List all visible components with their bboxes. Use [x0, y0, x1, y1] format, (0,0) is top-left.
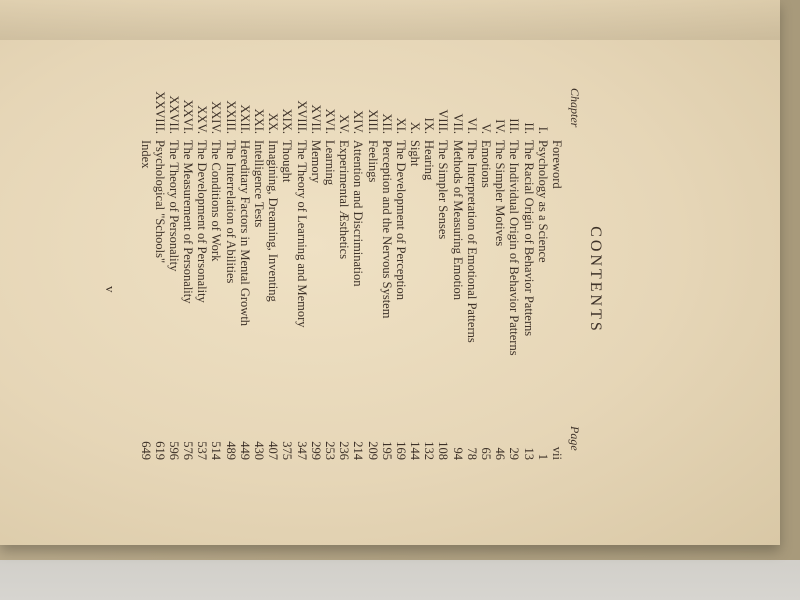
page-number: 449 — [237, 441, 252, 460]
chapter-number: XIV. — [351, 110, 366, 134]
chapter-title: Memory — [308, 140, 323, 184]
chapter-title: The Measurement of Personality — [181, 140, 196, 304]
chapter-title: The Racial Origin of Behavior Patterns — [521, 140, 536, 337]
page-number: 407 — [266, 441, 281, 460]
toc-row — [507, 0, 521, 560]
chapter-number: XVI. — [323, 108, 337, 134]
page-number: 29 — [507, 447, 522, 460]
chapter-title: The Simpler Senses — [436, 140, 451, 240]
toc-row — [238, 0, 252, 560]
toc-row — [309, 0, 323, 560]
page-number: 537 — [195, 441, 210, 460]
toc-row — [365, 0, 379, 560]
toc-row — [493, 0, 507, 560]
chapter-number: X. — [408, 121, 423, 134]
chapter-title: The Theory of Personality — [166, 140, 181, 272]
chapter-title: Intelligence Tests — [252, 140, 267, 228]
page-number: 489 — [223, 441, 238, 460]
chapter-number: XIX. — [280, 108, 295, 134]
page-number: 430 — [252, 441, 267, 460]
chapter-number: XXIII. — [223, 100, 238, 134]
chapter-title: The Interrelation of Abilities — [223, 140, 238, 284]
chapter-title: Emotions — [479, 140, 494, 188]
page-number: 214 — [351, 441, 366, 460]
chapter-number: XXII. — [237, 104, 252, 134]
toc-row — [422, 0, 436, 560]
chapter-title: Index — [138, 140, 153, 169]
toc-row — [181, 0, 195, 560]
chapter-number: XVIII. — [294, 100, 309, 134]
chapter-number: VIII. — [436, 109, 451, 134]
toc-row — [351, 0, 365, 560]
chapter-title: Foreword — [550, 140, 564, 189]
page-number: 576 — [181, 441, 196, 460]
page-number: 619 — [152, 441, 167, 460]
page-column-label: Page — [568, 426, 582, 451]
toc-row — [337, 0, 351, 560]
toc-row — [521, 0, 535, 560]
toc-row — [550, 0, 564, 560]
chapter-title: Attention and Discrimination — [351, 140, 366, 287]
chapter-number: XXV. — [195, 105, 210, 134]
chapter-title: The Development of Perception — [393, 140, 408, 301]
page-number: 13 — [521, 447, 536, 460]
chapter-title: The Individual Origin of Behavior Patterns — [507, 140, 522, 356]
page-number: 299 — [308, 441, 323, 460]
chapter-number: XXIV. — [209, 101, 224, 134]
chapter-column-label: Chapter — [568, 88, 582, 128]
page-number: 169 — [393, 441, 408, 460]
toc-row — [408, 0, 422, 560]
page-number: 108 — [436, 441, 451, 460]
chapter-number: V. — [479, 123, 494, 134]
chapter-title: Perception and the Nervous System — [379, 140, 394, 319]
toc-row — [266, 0, 280, 560]
toc-row — [224, 0, 238, 560]
chapter-number: XI. — [393, 117, 408, 134]
page-number: 65 — [479, 447, 494, 460]
page-folio: v — [103, 286, 118, 293]
chapter-number: III. — [507, 118, 522, 134]
chapter-number: XV. — [337, 114, 352, 134]
chapter-title: Psychology as a Science — [535, 140, 550, 263]
page-number: 1 — [535, 453, 550, 460]
chapter-number: IX. — [422, 117, 437, 134]
chapter-number: VII. — [450, 113, 465, 134]
chapter-number: XXI. — [252, 108, 267, 134]
toc-row — [479, 0, 493, 560]
chapter-title: The Interpretation of Emotional Patterns — [464, 140, 479, 343]
chapter-number: XVII. — [308, 104, 323, 134]
page-number: 236 — [337, 441, 352, 460]
toc-row — [195, 0, 209, 560]
page-number: vii — [550, 446, 564, 460]
page-number: 94 — [450, 447, 465, 460]
toc-row — [465, 0, 479, 560]
chapter-title: Sight — [408, 140, 423, 167]
chapter-number: XIII. — [365, 109, 380, 134]
toc-row — [167, 0, 181, 560]
toc-row — [294, 0, 308, 560]
chapter-title: Psychological "Schools" — [152, 140, 167, 264]
chapter-title: Thought — [280, 140, 295, 183]
toc-row — [252, 0, 266, 560]
page-number: 514 — [209, 441, 224, 460]
chapter-title: Methods of Measuring Emotion — [450, 140, 465, 301]
chapter-title: The Conditions of Work — [209, 140, 224, 262]
toc-row — [394, 0, 408, 560]
chapter-title: Feelings — [365, 140, 380, 183]
page-number: 144 — [408, 441, 423, 460]
chapter-title: Hereditary Factors in Mental Growth — [237, 140, 252, 327]
chapter-number: XXVII. — [166, 95, 181, 134]
toc-entries — [138, 0, 564, 560]
toc-row — [209, 0, 223, 560]
chapter-title: Hearing — [422, 140, 437, 181]
chapter-number: XXVI. — [181, 99, 196, 134]
page-number: 375 — [280, 441, 295, 460]
toc-row — [138, 0, 152, 560]
chapter-title: The Development of Personality — [195, 140, 210, 303]
toc-row — [451, 0, 465, 560]
chapter-title: Learning — [323, 140, 337, 186]
chapter-number: XX. — [266, 112, 281, 134]
page-number: 253 — [323, 441, 337, 460]
chapter-number: XII. — [379, 113, 394, 134]
page-number: 209 — [365, 441, 380, 460]
page-number: 195 — [379, 441, 394, 460]
chapter-title: The Simpler Motives — [493, 140, 508, 247]
page-number: 347 — [294, 441, 309, 460]
toc-row — [323, 0, 337, 560]
page-number: 46 — [493, 447, 508, 460]
chapter-title: Imagining, Dreaming, Inventing — [266, 140, 281, 302]
chapter-number: II. — [521, 122, 536, 134]
toc-row — [380, 0, 394, 560]
page-number: 596 — [166, 441, 181, 460]
toc-row — [153, 0, 167, 560]
chapter-number: XXVIII. — [152, 91, 167, 134]
toc-row — [536, 0, 550, 560]
chapter-title: Experimental Æsthetics — [337, 140, 352, 260]
chapter-number: I. — [535, 126, 550, 134]
contents-heading: CONTENTS — [587, 226, 604, 334]
toc-row — [280, 0, 294, 560]
chapter-number: VI. — [464, 117, 479, 134]
page-number: 649 — [138, 441, 153, 460]
chapter-title: The Theory of Learning and Memory — [294, 140, 309, 328]
page-number: 78 — [464, 447, 479, 460]
toc-row — [436, 0, 450, 560]
page-number: 132 — [422, 441, 437, 460]
chapter-number: IV. — [493, 119, 508, 134]
